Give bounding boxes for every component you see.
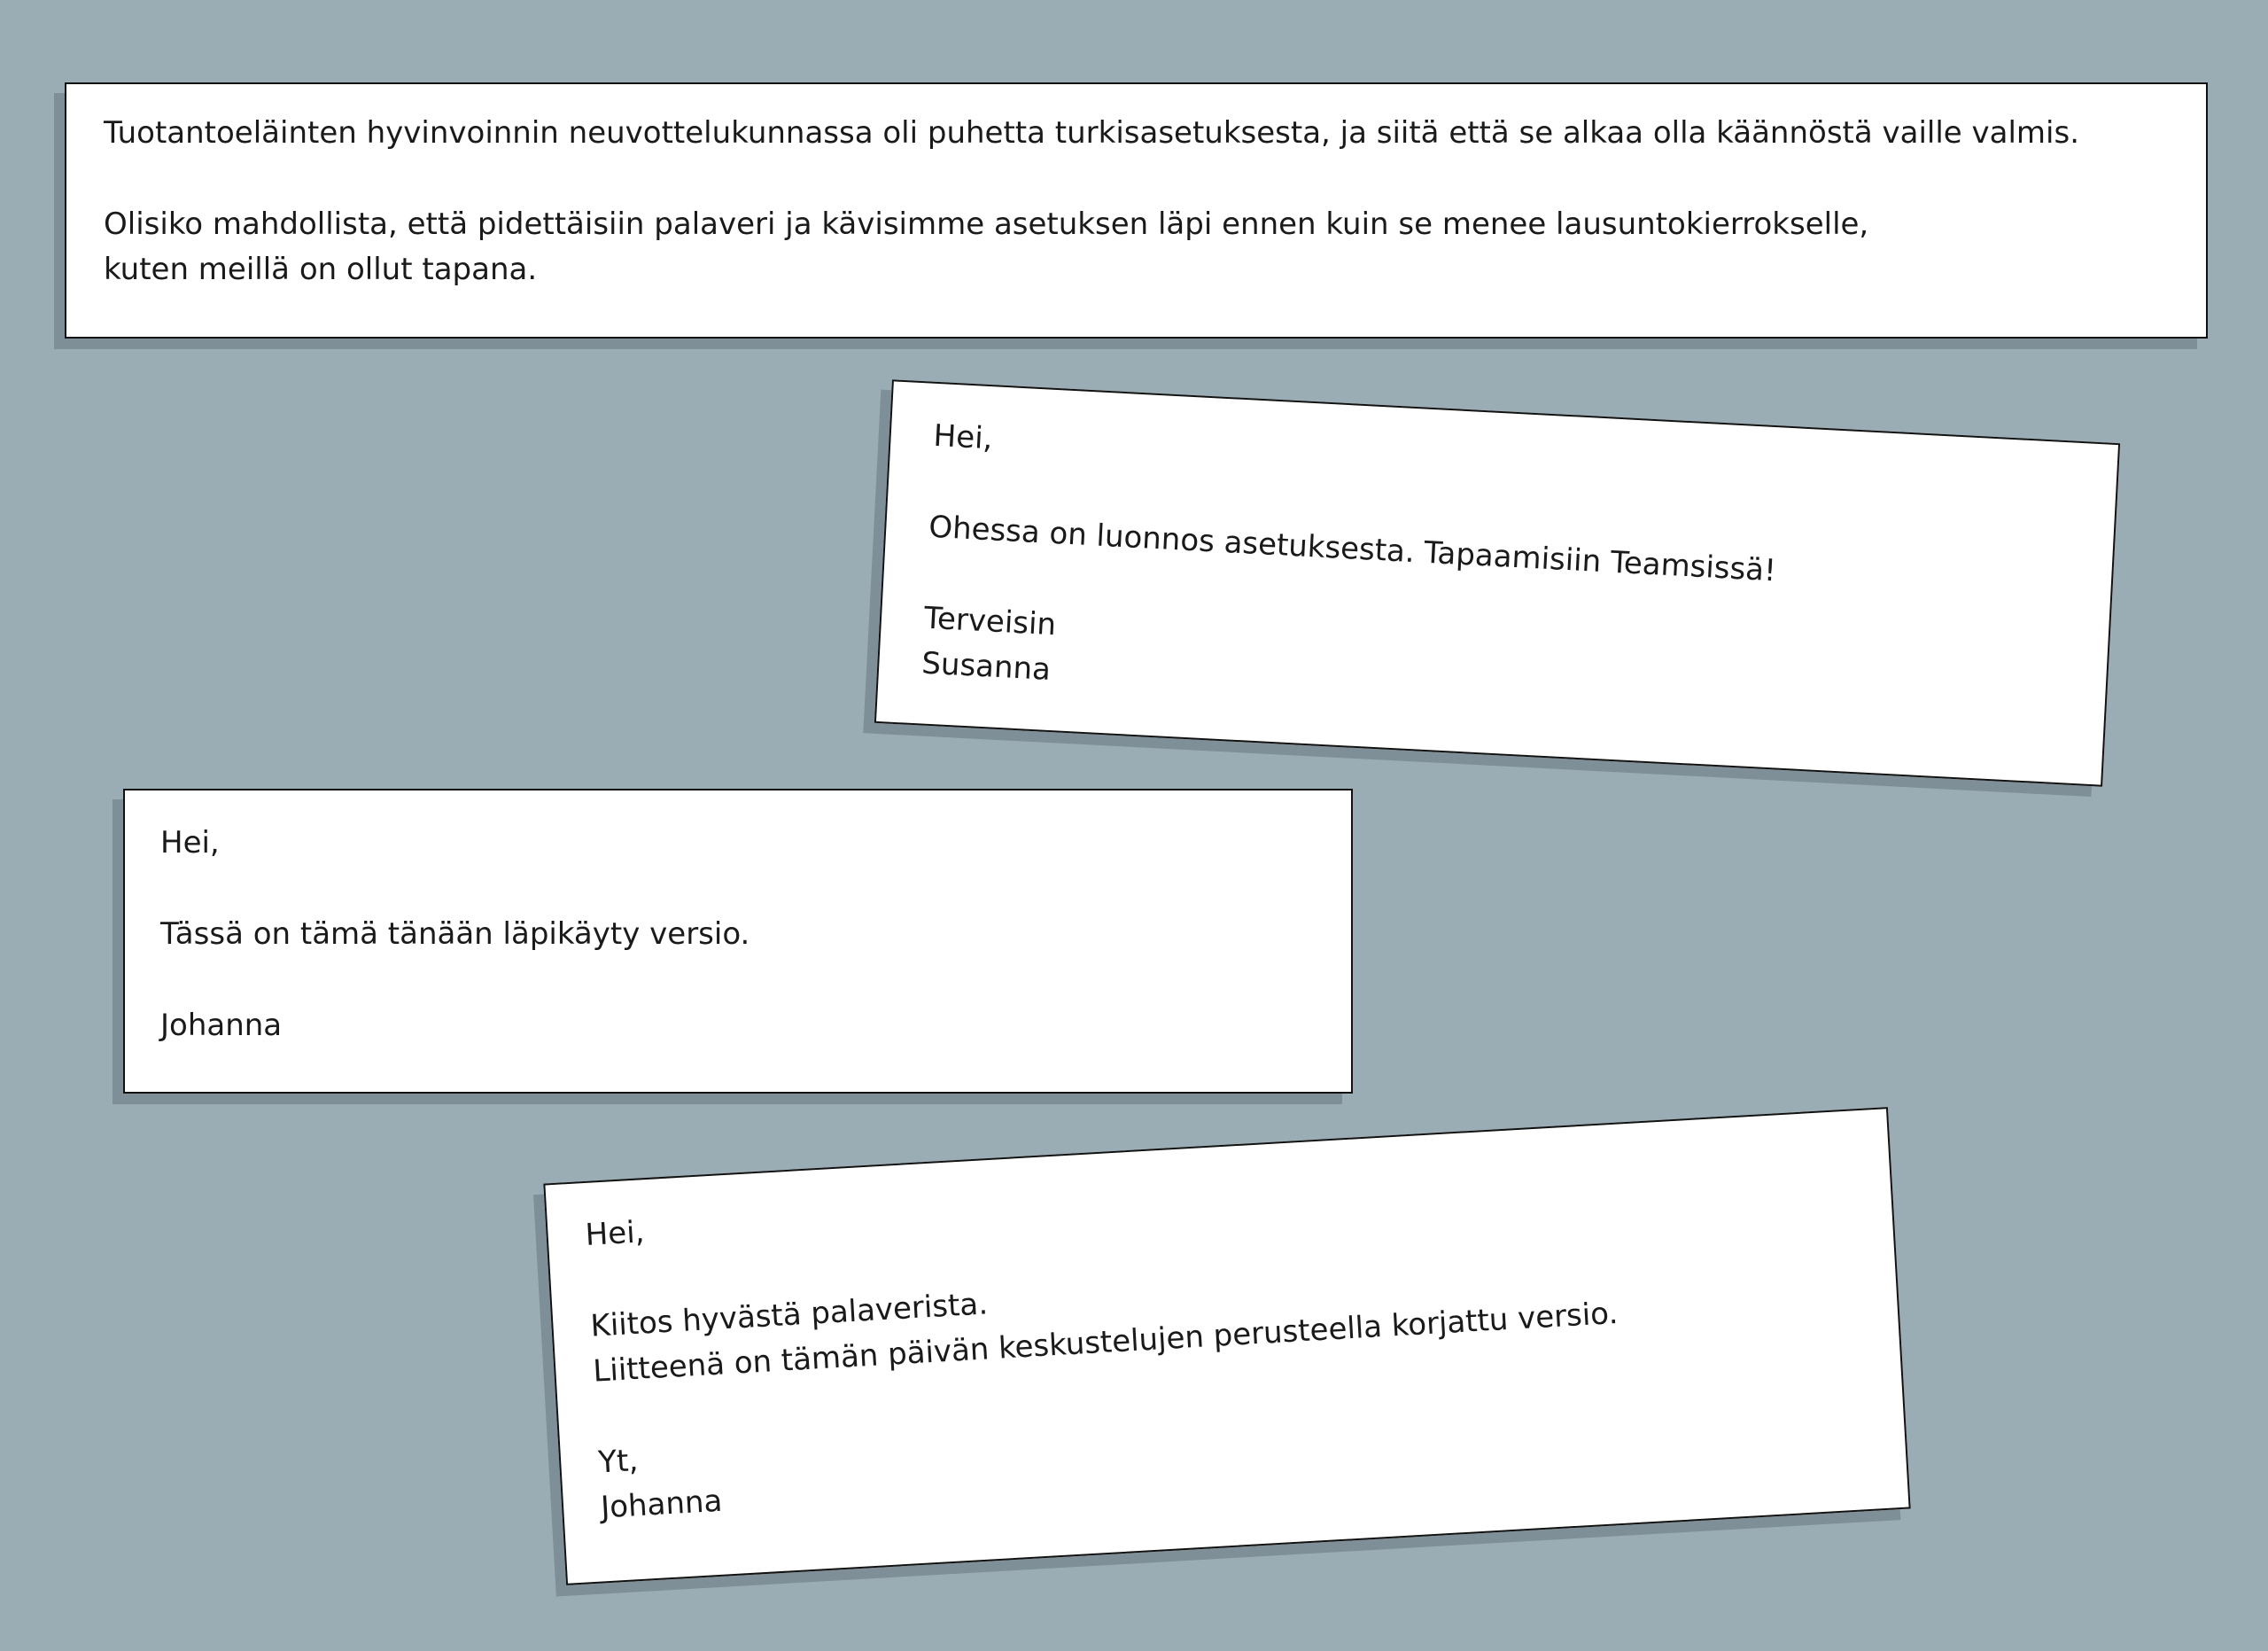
message-body: Tässä on tämä tänään läpikäyty versio.: [160, 916, 750, 952]
message-signature: Susanna: [920, 645, 1052, 688]
message-signature: Johanna: [600, 1483, 724, 1526]
message-greeting: Hei,: [584, 1214, 646, 1253]
message-greeting: Hei,: [160, 825, 220, 861]
message-greeting: Hei,: [932, 417, 994, 457]
message-card-johanna-1: [123, 789, 1353, 1094]
message-paragraph: Olisiko mahdollista, että pidettäisiin palaveri ja kävisimme asetuksen läpi ennen kuin se menee lausuntokierrokselle, kuten meillä on ollut tapana.: [104, 206, 1869, 287]
message-body: Kiitos hyvästä palaverista. Liitteenä on tämän päivän keskustelujen perusteella korjattu versio.: [589, 1286, 1619, 1390]
message-body: Ohessa on luonnos asetuksesta. Tapaamisiin Teamsissä!: [928, 509, 1777, 589]
message-closing: Yt,: [597, 1443, 640, 1481]
message-card-request: [65, 82, 2208, 339]
message-closing: Terveisin: [923, 600, 1058, 643]
message-paragraph: Tuotantoeläinten hyvinvoinnin neuvottelukunnassa oli puhetta turkisasetuksesta, ja siitä että se alkaa olla käännöstä vaille valmis.: [104, 115, 2080, 151]
message-signature: Johanna: [160, 1008, 283, 1043]
message-card-susanna: [874, 379, 2120, 786]
message-card-johanna-2: [543, 1107, 1910, 1585]
